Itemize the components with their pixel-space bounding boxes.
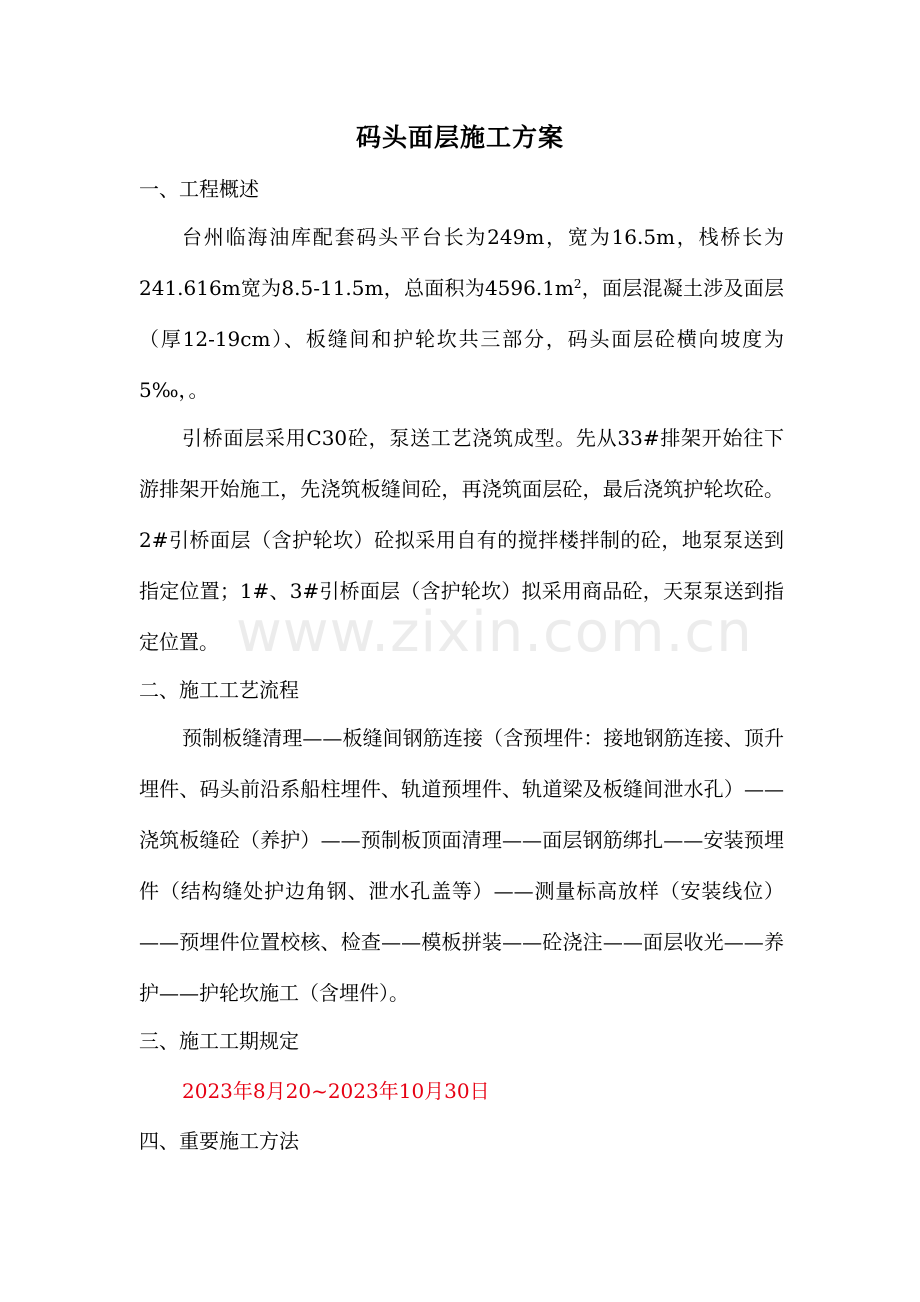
- paragraph-overview-1-text: 台州临海油库配套码头平台长为249m，宽为16.5m，栈桥长为241.616m宽为8.5-11.5m，总面积为4596.1m: [139, 225, 784, 300]
- watermark-text: www.zixin.com.cn: [236, 600, 753, 665]
- paragraph-overview-1-text-end: ，面层混凝土涉及面层（厚12-19cm）、板缝间和护轮坎共三部分，码头面层砼横向坡度为5‰，。: [139, 276, 784, 402]
- section-heading-schedule: 三、施工工期规定: [139, 1029, 299, 1053]
- paragraph-overview-2: 引桥面层采用C30砼，泵送工艺浇筑成型。先从33#排架开始往下游排架开始施工，先浇筑板缝间砼，再浇筑面层砼，最后浇筑护轮坎砼。2#引桥面层（含护轮坎）砼拟采用自有的搅拌楼拌制的砼，地泵泵送到指定位置；1#、3#引桥面层（含护轮坎）拟采用商品砼，天泵泵送到指定位置。: [139, 426, 784, 654]
- section-heading-methods: 四、重要施工方法: [139, 1129, 299, 1153]
- section-heading-overview: 一、工程概述: [139, 177, 259, 201]
- paragraph-process: 预制板缝清理——板缝间钢筋连接（含预埋件：接地钢筋连接、顶升埋件、码头前沿系船柱埋件、轨道预埋件、轨道梁及板缝间泄水孔）——浇筑板缝砼（养护）——预制板顶面清理——面层钢筋绑扎——安装预埋件（结构缝处护边角钢、泄水孔盖等）——测量标高放样（安装线位）——预埋件位置校核、检查——模板拼装——砼浇注——面层收光——养护——护轮坎施工（含埋件）。: [139, 726, 784, 1005]
- document-title: 码头面层施工方案: [355, 123, 564, 152]
- paragraph-overview-1: [139, 212, 784, 416]
- section-heading-process: 二、施工工艺流程: [139, 678, 299, 702]
- schedule-date: 2023年8月20~2023年10月30日: [182, 1079, 490, 1103]
- superscript-unit: 2: [573, 277, 582, 291]
